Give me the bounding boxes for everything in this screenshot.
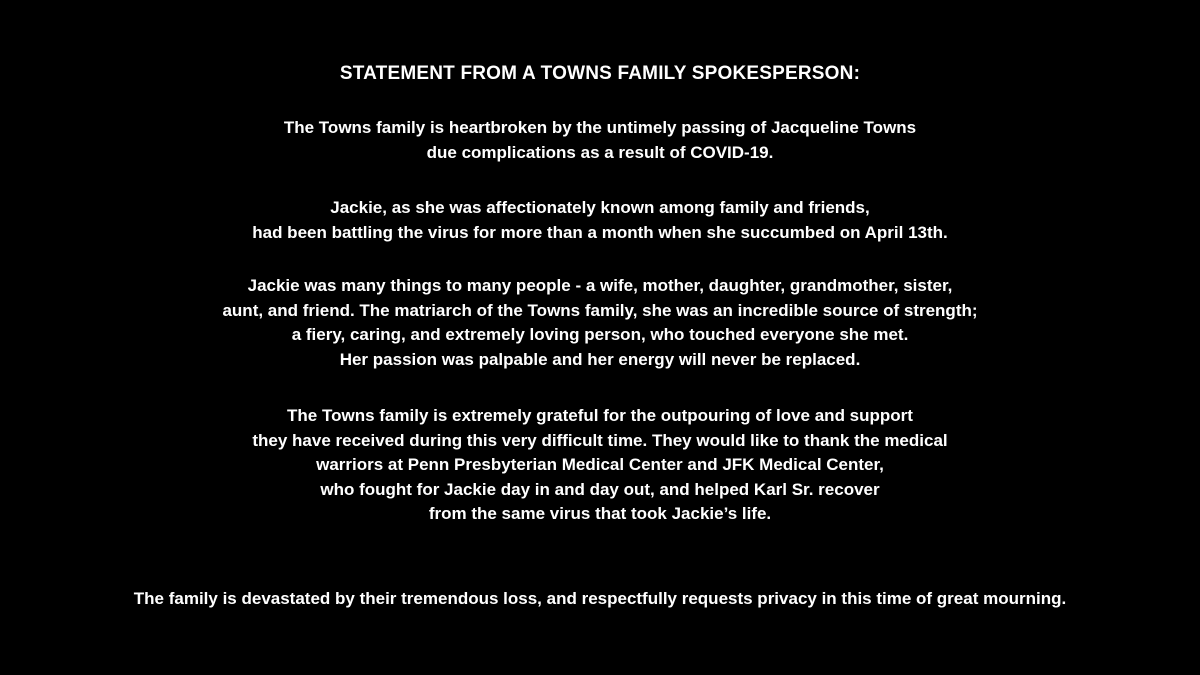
paragraph-line: aunt, and friend. The matriarch of the Towns family, she was an incredible source of strength; xyxy=(222,300,978,320)
paragraph-line: a fiery, caring, and extremely loving person, who touched everyone she met. xyxy=(291,325,909,344)
paragraph-line: Her passion was palpable and her energy will never be replaced. xyxy=(339,349,861,369)
paragraph-line: The Towns family is extremely grateful for the outpouring of love and support xyxy=(287,406,913,425)
paragraph-gratitude xyxy=(0,404,1200,527)
paragraph-line: Jackie, as she was affectionately known among family and friends, xyxy=(330,198,870,217)
paragraph-line: The family is devastated by their tremendous loss, and respectfully requests privacy in this time of great mourning. xyxy=(133,589,1067,608)
paragraph-line: had been battling the virus for more than a month when she succumbed on April 13th. xyxy=(252,222,948,242)
paragraph-passing-announcement xyxy=(0,116,1200,165)
paragraph-line: Jackie was many things to many people - a wife, mother, daughter, grandmother, sister, xyxy=(247,276,953,295)
paragraph-battle-with-virus xyxy=(0,196,1200,245)
statement-title: STATEMENT FROM A TOWNS FAMILY SPOKESPERSON: xyxy=(339,63,861,84)
paragraph-line: The Towns family is heartbroken by the untimely passing of Jacqueline Towns xyxy=(283,118,917,137)
paragraph-line: who fought for Jackie day in and day out, and helped Karl Sr. recover xyxy=(320,479,880,499)
paragraph-privacy-request xyxy=(0,587,1200,612)
paragraph-line: warriors at Penn Presbyterian Medical Center and JFK Medical Center, xyxy=(316,455,884,474)
paragraph-line: they have received during this very difficult time. They would like to thank the medical xyxy=(252,430,948,450)
paragraph-line: from the same virus that took Jackie’s life. xyxy=(428,504,772,523)
paragraph-line: due complications as a result of COVID-19. xyxy=(426,142,774,162)
paragraph-tribute xyxy=(0,274,1200,372)
